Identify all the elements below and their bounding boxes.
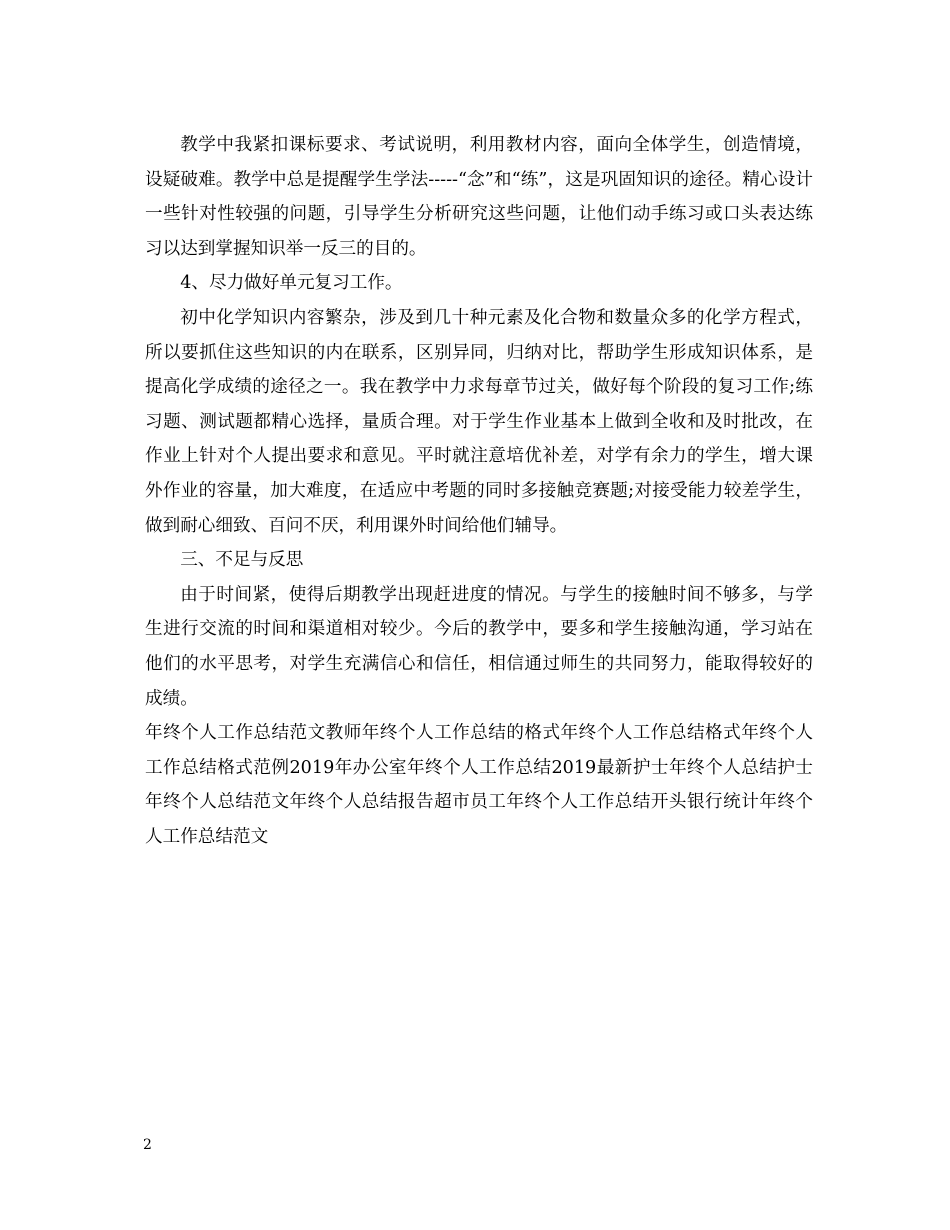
page-number: 2	[143, 1137, 152, 1153]
paragraph-chemistry-review: 初中化学知识内容繁杂，涉及到几十种元素及化合物和数量众多的化学方程式，所以要抓住这些知识的内在联系，区别异同，归纳对比，帮助学生形成知识体系，是提高化学成绩的途径之一。我在教学中力求每章节过关，做好每个阶段的复习工作;练习题、测试题都精心选择，量质合理。对于学生作业基本上做到全收和及时批改，在作业上针对个人提出要求和意见。平时就注意培优补差，对学有余力的学生，增大课外作业的容量，加大难度，在适应中考题的同时多接触竞赛题;对接受能力较差学生，做到耐心细致、百问不厌，利用课外时间给他们辅导。	[145, 307, 813, 536]
paragraph-teaching-method: 教学中我紧扣课标要求、考试说明，利用教材内容，面向全体学生，创造情境，设疑破难。教学中总是提醒学生学法-----“念”和“练”，这是巩固知识的途径。精心设计一些针对性较强的问题，引导学生分析研究这些问题，让他们动手练习或口头表达练习以达到掌握知识举一反三的目的。	[145, 135, 813, 259]
heading-shortcomings: 三、不足与反思	[180, 550, 304, 571]
related-links-text: 年终个人工作总结范文教师年终个人工作总结的格式年终个人工作总结格式年终个人工作总结格式范例2019年办公室年终个人工作总结2019最新护士年终个人总结护士年终个人总结范文年终个人总结报告超市员工年终个人工作总结开头银行统计年终个人工作总结范文	[145, 723, 813, 847]
paragraph-reflection: 由于时间紧，使得后期教学出现赶进度的情况。与学生的接触时间不够多，与学生进行交流的时间和渠道相对较少。今后的教学中，要多和学生接触沟通，学习站在他们的水平思考，对学生充满信心和信任，相信通过师生的共同努力，能取得较好的成绩。	[145, 584, 813, 709]
heading-unit-review: 4、尽力做好单元复习工作。	[180, 273, 403, 294]
document-body	[145, 128, 813, 854]
